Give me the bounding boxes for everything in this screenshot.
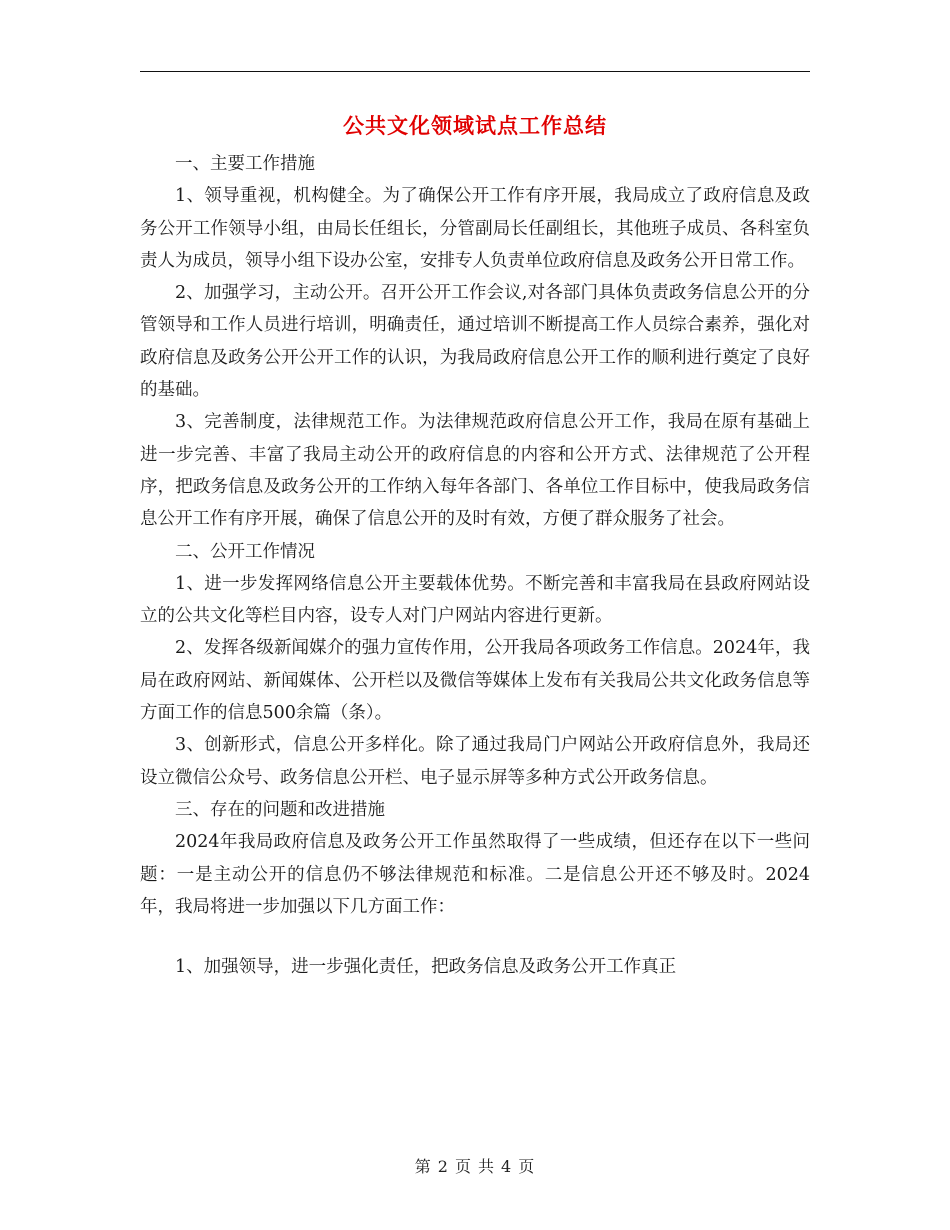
document-body: [140, 148, 810, 983]
paragraph: 1、加强领导，进一步强化责任，把政务信息及政务公开工作真正: [175, 957, 677, 978]
paragraph: 3、完善制度，法律规范工作。为法律规范政府信息公开工作，我局在原有基础上进一步完善、丰富了我局主动公开的政府信息的内容和公开方式、法律规范了公开程序，把政务信息及政务公开的工作纳入每年各部门、各单位工作目标中，使我局政务信息公开工作有序开展，确保了信息公开的及时有效，方便了群众服务了社会。: [140, 412, 810, 530]
header-rule: [140, 71, 810, 72]
document-title: 公共文化领域试点工作总结: [343, 113, 607, 138]
footer-suffix: 页: [518, 1157, 536, 1176]
footer-middle: 页 共: [454, 1157, 496, 1176]
section-heading: 一、主要工作措施: [175, 154, 315, 174]
paragraph: 1、领导重视，机构健全。为了确保公开工作有序开展，我局成立了政府信息及政务公开工作领导小组，由局长任组长，分管副局长任副组长，其他班子成员、各科室负责人为成员，领导小组下设办公室，安排专人负责单位政府信息及政务公开日常工作。: [140, 186, 810, 271]
paragraph: 3、创新形式，信息公开多样化。除了通过我局门户网站公开政府信息外，我局还设立微信公众号、政务信息公开栏、电子显示屏等多种方式公开政务信息。: [140, 735, 810, 788]
footer-prefix: 第: [414, 1157, 432, 1176]
total-pages: 4: [501, 1157, 513, 1176]
paragraph: 1、进一步发挥网络信息公开主要载体优势。不断完善和丰富我局在县政府网站设立的公共文化等栏目内容，设专人对门户网站内容进行更新。: [140, 573, 810, 627]
section-heading: 三、存在的问题和改进措施: [175, 799, 385, 820]
paragraph: 2、加强学习，主动公开。召开公开工作会议,对各部门具体负责政务信息公开的分管领导和工作人员进行培训，明确责任，通过培训不断提高工作人员综合素养，强化对政府信息及政务公开公开工作的认识，为我局政府信息公开工作的顺利进行奠定了良好的基础。: [140, 283, 810, 401]
paragraph: 2024年我局政府信息及政务公开工作虽然取得了一些成绩，但还存在以下一些问题：一是主动公开的信息仍不够法律规范和标准。二是信息公开还不够及时。2024年，我局将进一步加强以下几方面工作：: [140, 832, 810, 917]
paragraph: 2、发挥各级新闻媒介的强力宣传作用，公开我局各项政务工作信息。2024年，我局在政府网站、新闻媒体、公开栏以及微信等媒体上发布有关我局公共文化政务信息等方面工作的信息500余篇（条）。: [140, 638, 810, 724]
section-heading: 二、公开工作情况: [175, 541, 315, 562]
page-number: 2: [437, 1157, 449, 1176]
page-footer: [0, 1154, 950, 1177]
